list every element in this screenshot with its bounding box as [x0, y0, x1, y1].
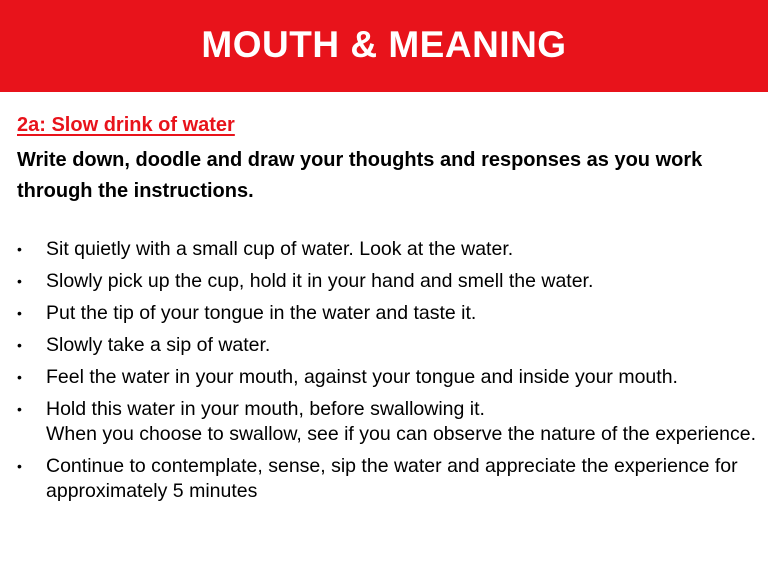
bullet-icon: • — [17, 305, 22, 321]
list-item-text: Continue to contemplate, sense, sip the water and appreciate the experience for approximately 5 minutes — [46, 455, 738, 502]
intro-text: Write down, doodle and draw your thoughts and responses as you work through the instructions. — [17, 149, 703, 202]
bullet-icon: • — [17, 241, 22, 257]
list-item — [17, 365, 762, 390]
list-item — [17, 237, 762, 262]
list-item — [17, 333, 762, 358]
list-item-text: Sit quietly with a small cup of water. Look at the water. — [46, 238, 514, 260]
section-subtitle: 2a: Slow drink of water — [17, 114, 235, 136]
list-item — [17, 454, 762, 504]
bullet-icon: • — [17, 369, 22, 385]
list-item-text: Slowly take a sip of water. — [46, 334, 271, 356]
bullet-icon: • — [17, 273, 22, 289]
list-item — [17, 269, 762, 294]
list-item-text: Feel the water in your mouth, against your tongue and inside your mouth. — [46, 366, 678, 388]
list-item — [17, 397, 762, 447]
instruction-list — [17, 237, 762, 511]
list-item-text: Put the tip of your tongue in the water and taste it. — [46, 302, 477, 324]
bullet-icon: • — [17, 458, 22, 474]
list-item-text: Slowly pick up the cup, hold it in your hand and smell the water. — [46, 270, 594, 292]
list-item-text-continued: When you choose to swallow, see if you can observe the nature of the experience. — [46, 423, 757, 445]
list-item-text: Hold this water in your mouth, before swallowing it. — [46, 398, 485, 420]
title-bar — [0, 0, 768, 92]
list-item — [17, 301, 762, 326]
bullet-icon: • — [17, 337, 22, 353]
bullet-icon: • — [17, 401, 22, 417]
page-title: MOUTH & MEANING — [201, 24, 567, 65]
